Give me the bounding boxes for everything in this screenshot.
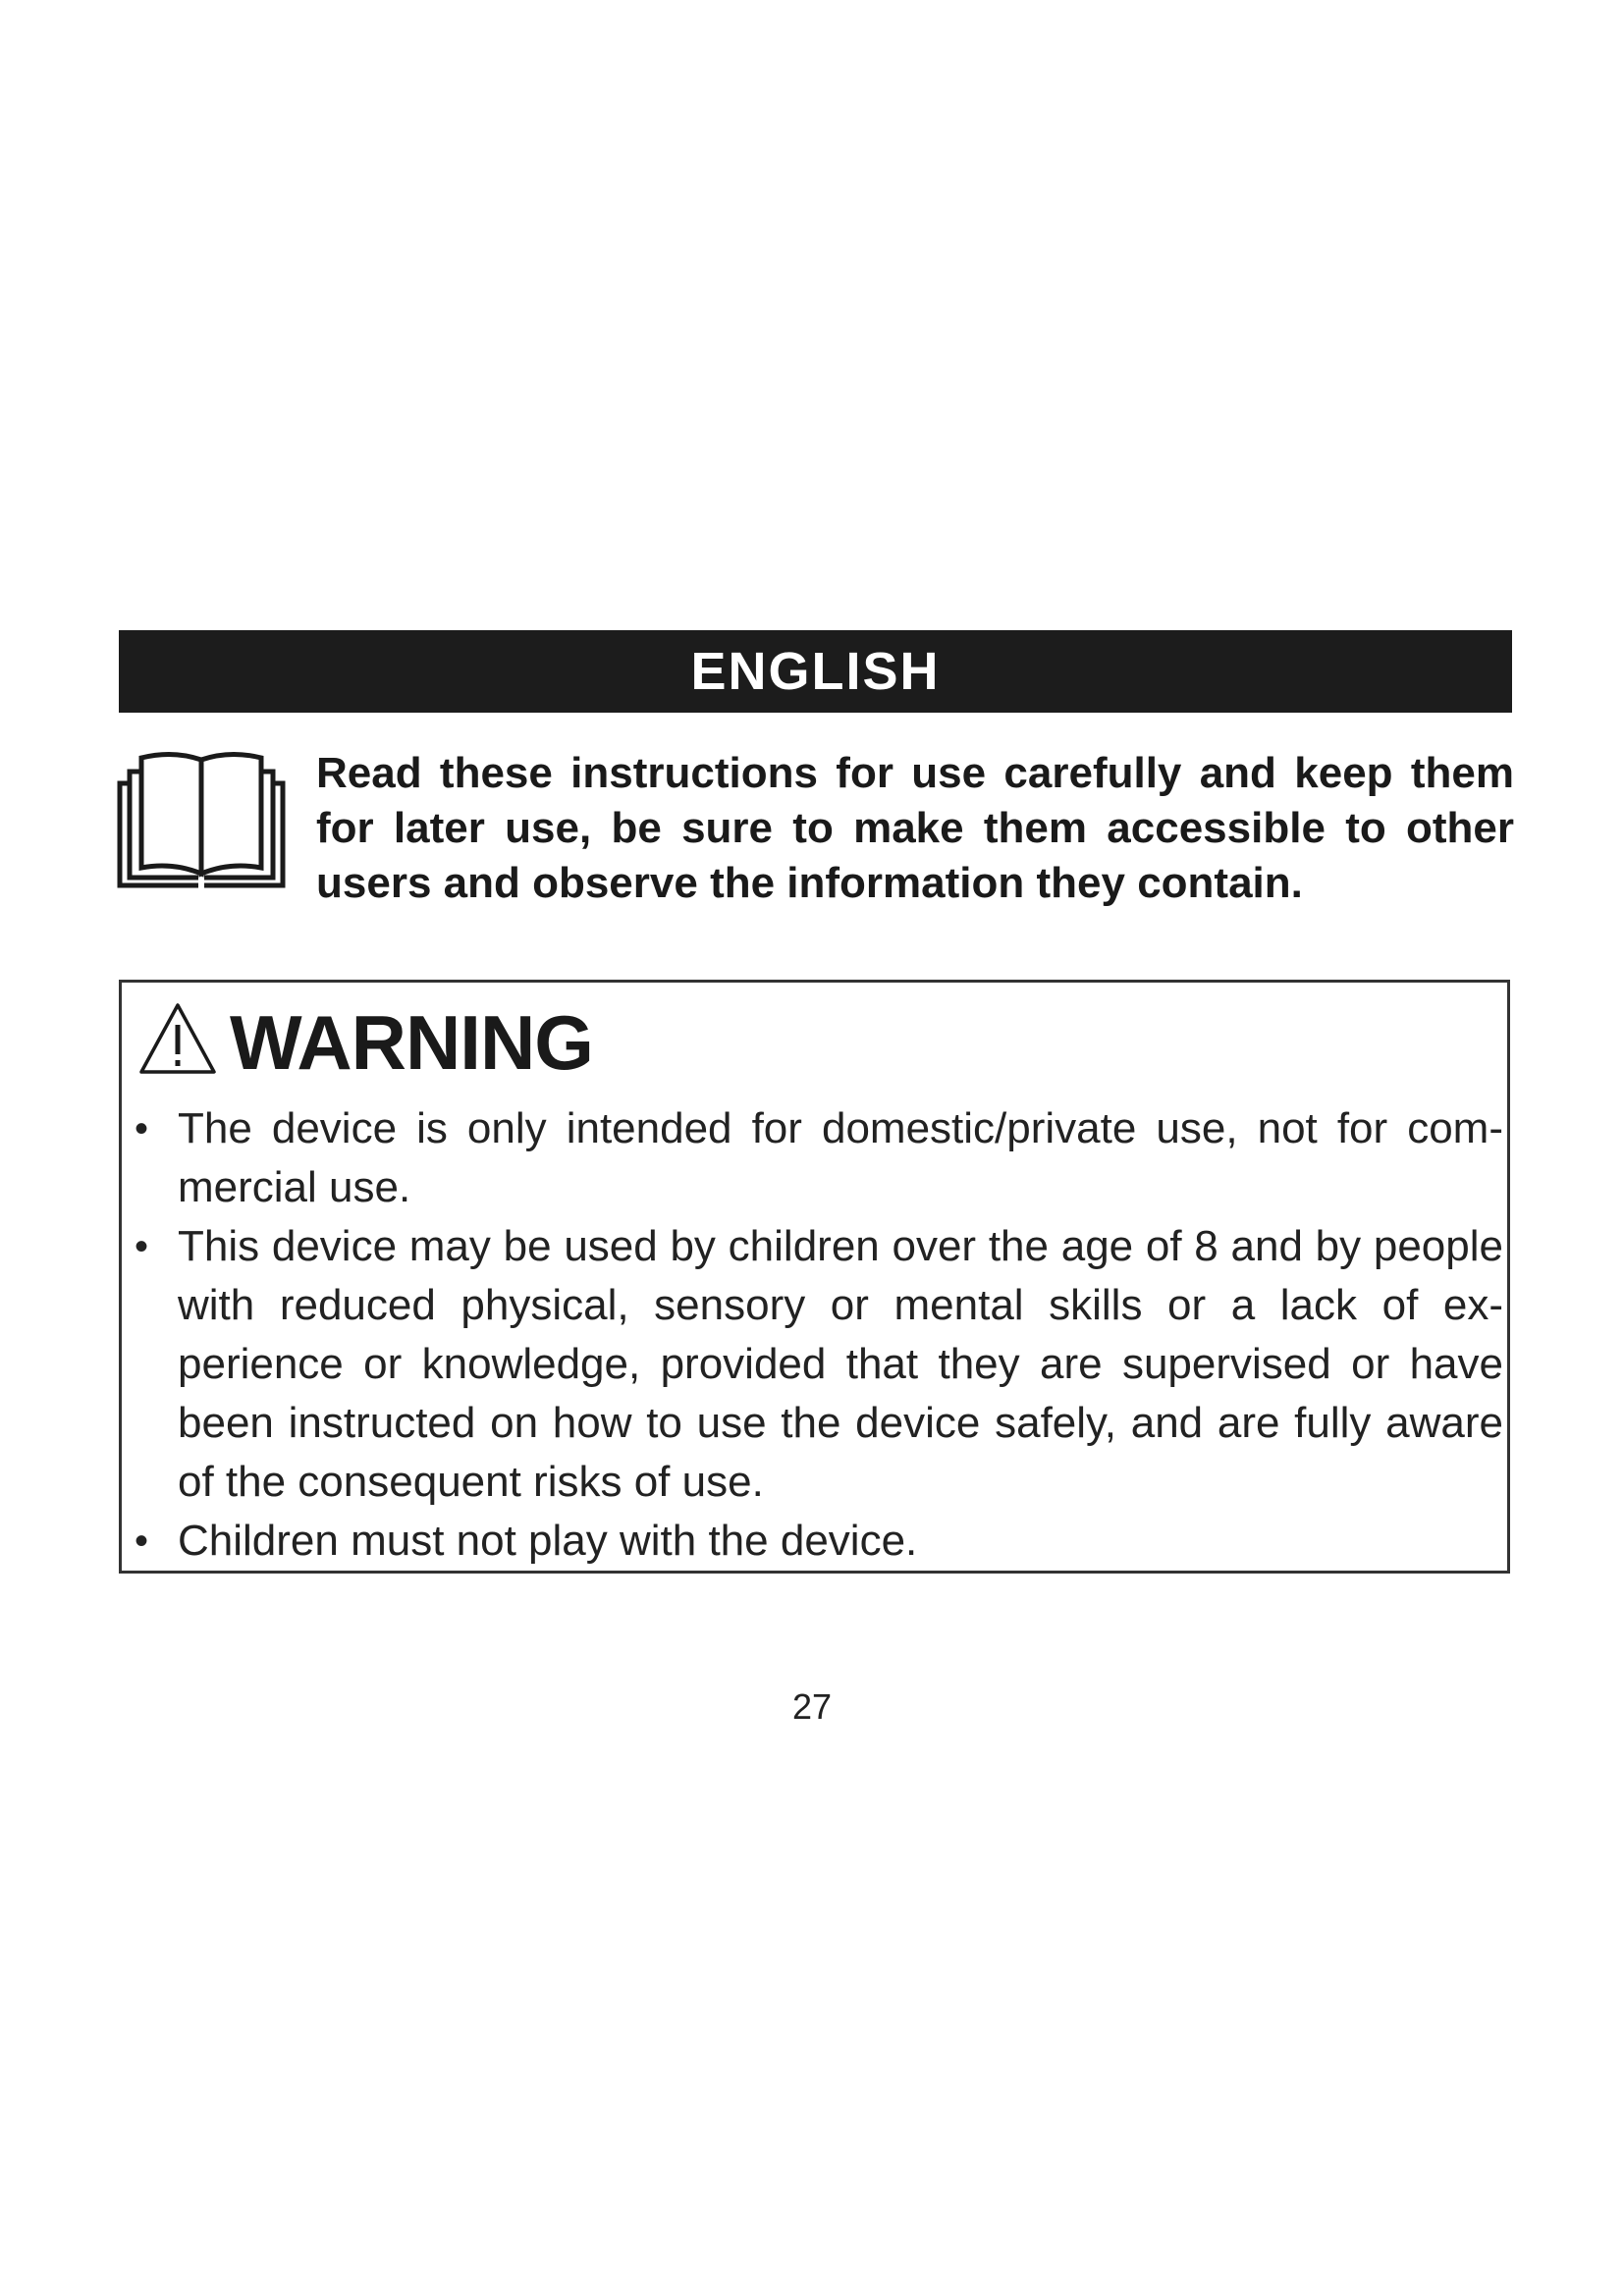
bullet: •	[135, 1107, 149, 1150]
language-header-label: ENGLISH	[690, 642, 941, 701]
intro-instructions-text: Read these instructions for use carefully and keep them for later use, be sure to make them accessible to other users and observe the information they contain.	[316, 749, 1514, 907]
warning-title: WARNING	[230, 998, 593, 1086]
list-item	[129, 1512, 1503, 1571]
page-number: 27	[791, 1686, 833, 1727]
list-item	[129, 1099, 1503, 1217]
warning-heading	[137, 993, 593, 1092]
bullet: •	[135, 1520, 149, 1563]
language-header-bar	[119, 630, 1512, 713]
list-item-text: The device is only intended for domestic/private use, not for commercial use.	[178, 1104, 1503, 1211]
list-item-text: This device may be used by children over the age of 8 and by people with reduced physical, sensory or mental skills or a lack of experience or knowledge, provided that they are supervised or have been instructed on how to use the device safely, and are fully aware of the consequent risks of use.	[178, 1222, 1503, 1506]
list-item-text: Children must not play with the device.	[178, 1517, 918, 1565]
warning-list	[129, 1099, 1503, 1571]
bullet: •	[135, 1225, 149, 1268]
open-book-icon	[116, 750, 287, 893]
list-item	[129, 1217, 1503, 1512]
warning-triangle-icon	[137, 1001, 218, 1076]
